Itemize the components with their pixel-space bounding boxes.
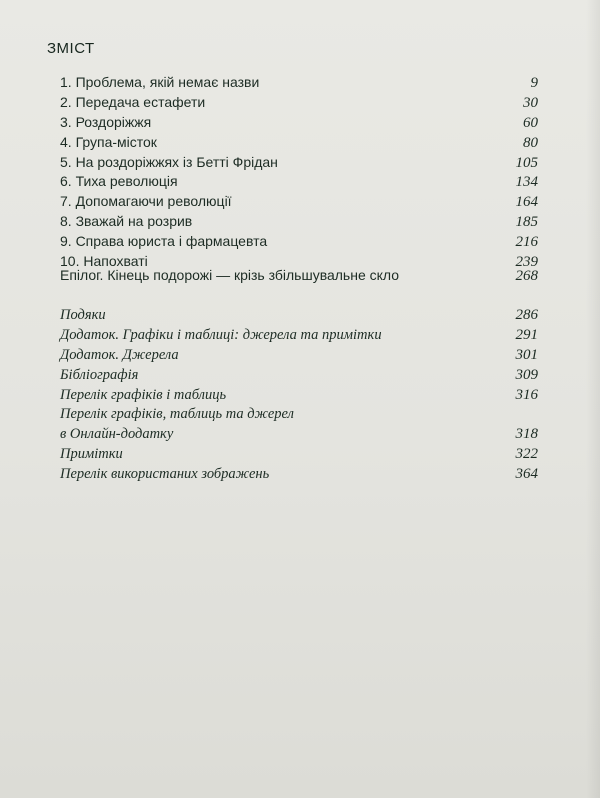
toc-entry-page: 60 — [523, 114, 538, 131]
toc-entry-page: 322 — [515, 446, 538, 463]
toc-entry-page: 268 — [515, 268, 538, 284]
toc-entry-appendix-charts — [60, 326, 538, 346]
toc-entry-title: 10. Напохваті — [60, 253, 148, 270]
toc-entry-chapter-5 — [60, 153, 538, 173]
toc-entry-page: 301 — [515, 346, 538, 363]
toc-entry-page: 318 — [515, 426, 538, 443]
toc-entry-page: 364 — [515, 466, 538, 483]
toc-entry-page: 105 — [515, 154, 538, 171]
toc-entry-page: 291 — [515, 326, 538, 343]
toc-entry-online-appendix — [60, 405, 538, 445]
toc-entry-page: 239 — [515, 254, 538, 271]
page-title: ЗМІСТ — [47, 40, 95, 57]
toc-entry-title: 6. Тиха революція — [60, 173, 178, 190]
toc-entry-page: 316 — [515, 386, 538, 403]
toc-entry-acknowledgements — [60, 306, 538, 326]
toc-entry-title: Перелік використаних зображень — [60, 466, 270, 483]
chapters-list — [60, 73, 538, 272]
epilogue-list — [60, 266, 538, 286]
toc-entry-epilogue — [60, 266, 538, 286]
toc-entry-chapter-1 — [60, 73, 538, 93]
toc-entry-title: Подяки — [60, 307, 106, 323]
toc-entry-title: 4. Група-місток — [60, 133, 157, 150]
backmatter-list — [60, 306, 538, 485]
toc-entry-title: 1. Проблема, якій немає назви — [60, 74, 260, 90]
toc-entry-bibliography — [60, 366, 538, 386]
toc-entry-chapter-9 — [60, 232, 538, 252]
toc-entry-title: 7. Допомагаючи революції — [60, 193, 232, 210]
toc-entry-title: Перелік графіків і таблиць — [60, 386, 227, 403]
toc-entry-chapter-2 — [60, 93, 538, 113]
toc-entry-page: 134 — [515, 174, 538, 191]
toc-entry-page: 80 — [523, 134, 538, 151]
toc-entry-chapter-6 — [60, 172, 538, 192]
toc-entry-page: 30 — [523, 94, 538, 111]
toc-entry-title: Бібліографія — [60, 366, 139, 383]
toc-entry-page: 216 — [515, 234, 538, 251]
toc-entry-title: Епілог. Кінець подорожі — крізь збільшувальне скло — [60, 267, 400, 283]
toc-entry-title: 5. На роздоріжжях із Бетті Фрідан — [60, 153, 278, 170]
toc-entry-list-of-images — [60, 465, 538, 485]
toc-entry-title-line2: в Онлайн-додатку — [60, 426, 174, 443]
toc-entry-title: Додаток. Графіки і таблиці: джерела та примітки — [60, 326, 382, 343]
toc-entry-title: 2. Передача естафети — [60, 93, 206, 110]
toc-entry-notes — [60, 445, 538, 465]
toc-entry-page: 286 — [515, 307, 538, 323]
toc-entry-title: 8. Зважай на розрив — [60, 213, 193, 230]
toc-entry-chapter-7 — [60, 192, 538, 212]
toc-entry-row2 — [60, 425, 538, 445]
toc-entry-page: 185 — [515, 214, 538, 231]
toc-entry-title-line1: Перелік графіків, таблиць та джерел — [60, 406, 294, 423]
toc-entry-chapter-8 — [60, 212, 538, 232]
toc-entry-page: 164 — [515, 194, 538, 211]
toc-entry-title: 3. Роздоріжжя — [60, 113, 152, 130]
toc-entry-title: Додаток. Джерела — [60, 346, 179, 363]
toc-entry-chapter-4 — [60, 133, 538, 153]
toc-entry-title: Примітки — [60, 446, 123, 463]
toc-entry-page: 309 — [515, 366, 538, 383]
toc-entry-title: 9. Справа юриста і фармацевта — [60, 233, 268, 250]
toc-entry-appendix-sources — [60, 346, 538, 366]
toc-entry-page: 9 — [530, 75, 538, 91]
toc-entry-chapter-3 — [60, 113, 538, 133]
toc-entry-list-of-charts — [60, 386, 538, 406]
